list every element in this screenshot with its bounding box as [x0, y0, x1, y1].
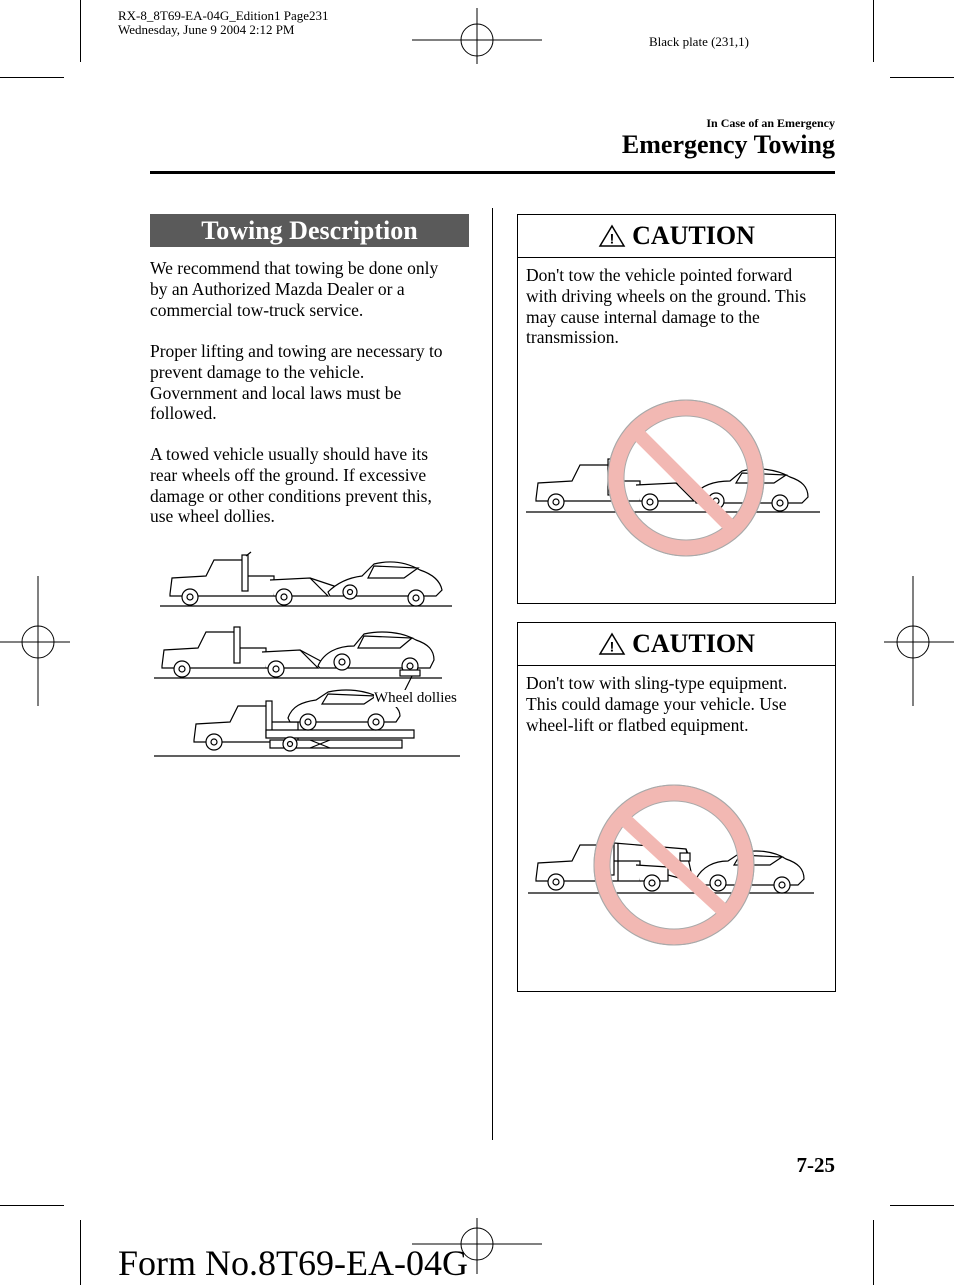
prohibited-forward-tow-illustration	[518, 395, 834, 595]
caution-text-line: may cause internal damage to the	[526, 306, 760, 327]
caution-title: CAUTION	[632, 629, 755, 658]
paragraph-3	[150, 444, 480, 527]
caution-text	[518, 666, 835, 735]
paragraph-2-line: Proper lifting and towing are necessary to	[150, 341, 443, 361]
warning-triangle-icon	[598, 632, 626, 656]
caution-title: CAUTION	[632, 221, 755, 250]
paragraph-1-line: by an Authorized Mazda Dealer or a	[150, 278, 405, 299]
paragraph-2-line: prevent damage to the vehicle.	[150, 361, 365, 382]
caution-text-line: Don't tow the vehicle pointed forward	[526, 265, 793, 285]
plate-label: Black plate (231,1)	[649, 34, 749, 49]
caution-text-line: transmission.	[526, 327, 619, 348]
page-number: 7-25	[796, 1153, 835, 1177]
caution-box-forward-tow	[517, 214, 836, 604]
registration-mark-right	[884, 576, 954, 706]
paragraph-1-line: We recommend that towing be done only	[150, 258, 439, 278]
caution-text-line: wheel-lift or flatbed equipment.	[526, 714, 749, 735]
section-label: In Case of an Emergency	[706, 116, 835, 130]
paragraph-2-line: Government and local laws must be	[150, 382, 402, 403]
paragraph-2-line: followed.	[150, 403, 217, 424]
print-meta	[118, 9, 329, 37]
caution-text-line: This could damage your vehicle. Use	[526, 693, 787, 714]
paragraph-2	[150, 341, 480, 424]
column-divider	[492, 208, 493, 1140]
wheel-dollies-tow-figure	[154, 627, 442, 692]
prohibited-sling-tow-illustration	[518, 783, 834, 983]
registration-mark-top	[412, 8, 542, 64]
svg-text:!: !	[609, 638, 615, 655]
paragraph-3-line: A towed vehicle usually should have its	[150, 444, 429, 464]
registration-mark-left	[0, 576, 70, 706]
caution-text-line: Don't tow with sling-type equipment.	[526, 673, 788, 693]
print-meta-line2: Wednesday, June 9 2004 2:12 PM	[118, 22, 295, 37]
paragraph-3-line: use wheel dollies.	[150, 506, 275, 527]
form-number: Form No.8T69-EA-04G	[118, 1243, 468, 1283]
print-meta-line1: RX-8_8T69-EA-04G_Edition1 Page231	[118, 8, 329, 23]
paragraph-3-line: damage or other conditions prevent this,	[150, 485, 432, 506]
caution-header	[518, 623, 835, 666]
caution-header	[518, 215, 835, 258]
paragraph-1	[150, 258, 480, 320]
paragraph-3-line: rear wheels off the ground. If excessive	[150, 464, 427, 485]
warning-triangle-icon	[598, 224, 626, 248]
caution-box-sling-tow	[517, 622, 836, 992]
towing-description-heading: Towing Description	[150, 214, 469, 247]
towing-methods-illustration	[150, 550, 470, 765]
wheel-dollies-label: Wheel dollies	[374, 690, 457, 706]
paragraph-1-line: commercial tow-truck service.	[150, 299, 364, 320]
caution-text-line: with driving wheels on the ground. This	[526, 285, 807, 306]
wheel-lift-tow-figure	[160, 552, 452, 606]
svg-text:!: !	[609, 230, 615, 247]
section-title: Emergency Towing	[621, 130, 835, 159]
header-rule	[150, 171, 835, 174]
caution-text	[518, 258, 835, 348]
